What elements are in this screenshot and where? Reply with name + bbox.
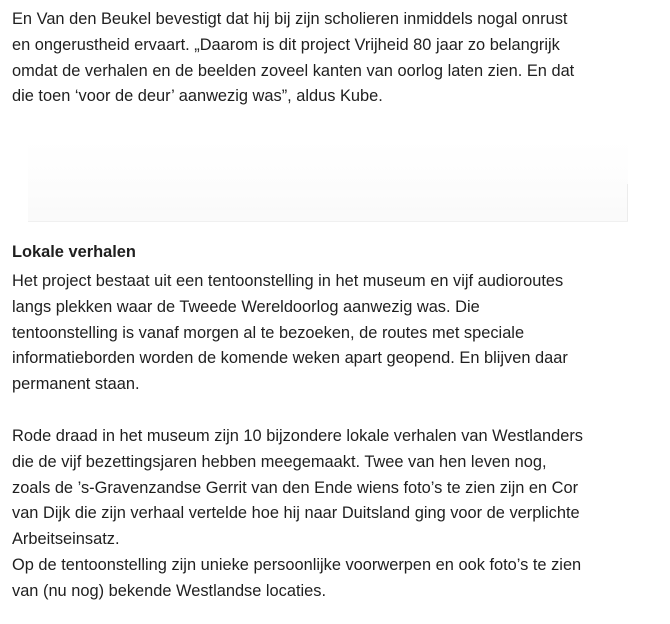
intro-paragraph	[12, 7, 662, 110]
p2-line-7: van (nu nog) bekende Westlandse locaties.	[12, 581, 327, 600]
p2-line-1: Rode draad in het museum zijn 10 bijzondere lokale verhalen van Westlanders	[12, 427, 583, 445]
p2-line-2: die de vijf bezettingsjaren hebben meegemaakt. Twee van hen leven nog,	[12, 452, 547, 471]
intro-line-2: en ongerustheid ervaart. „Daarom is dit project Vrijheid 80 jaar zo belangrijk	[12, 35, 560, 54]
media-bottom-divider	[28, 221, 628, 222]
p2-line-4: van Dijk die zijn verhaal vertelde hoe hij naar Duitsland ging voor de verplichte	[12, 504, 580, 523]
p1-line-2: langs plekken waar de Tweede Wereldoorlog aanwezig was. Die	[12, 297, 480, 316]
section-paragraph-1-container	[12, 269, 662, 398]
p2-line-6: Op de tentoonstelling zijn unieke persoonlijke voorwerpen en ook foto’s te zien	[12, 555, 582, 574]
section-heading: Lokale verhalen	[12, 243, 136, 261]
section-paragraph-2-container	[12, 424, 662, 605]
media-shade	[28, 140, 628, 222]
section-paragraph-2	[12, 424, 662, 605]
media-edge	[627, 184, 628, 222]
embedded-media-placeholder	[28, 140, 628, 222]
section-paragraph-1	[12, 269, 662, 398]
p1-line-4: informatieborden worden de komende weken apart geopend. En blijven daar	[12, 349, 568, 368]
article-body	[12, 7, 662, 110]
p1-line-1: Het project bestaat uit een tentoonstelling in het museum en vijf audioroutes	[12, 272, 564, 290]
intro-line-1: En Van den Beukel bevestigt dat hij bij zijn scholieren inmiddels nogal onrust	[12, 10, 568, 28]
intro-line-4: die toen ‘voor de deur’ aanwezig was”, aldus Kube.	[12, 87, 383, 106]
p2-line-5: Arbeitseinsatz.	[12, 530, 120, 549]
intro-line-3: omdat de verhalen en de beelden zoveel kanten van oorlog laten zien. En dat	[12, 61, 575, 80]
p1-line-3: tentoonstelling is vanaf morgen al te bezoeken, de routes met speciale	[12, 323, 525, 342]
p1-line-5: permanent staan.	[12, 375, 140, 394]
p2-line-3: zoals de ’s-Gravenzandse Gerrit van den Ende wiens foto’s te zien zijn en Cor	[12, 478, 579, 497]
